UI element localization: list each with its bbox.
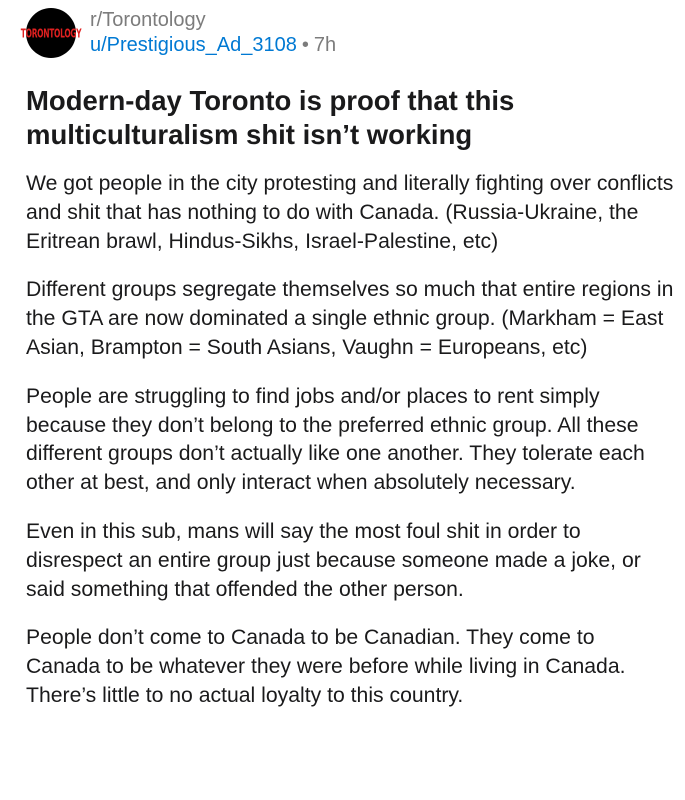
subreddit-name[interactable]: r/Torontology [90, 9, 206, 31]
subreddit-logo-text: TORONTOLOGY [20, 25, 82, 41]
post-paragraph: Even in this sub, mans will say the most foul shit in order to disrespect an entire group just because someone made a joke, or said something that offended the other person. [26, 519, 641, 601]
subreddit-avatar[interactable] [20, 8, 82, 58]
post-paragraph: Different groups segregate themselves so much that entire regions in the GTA are now dominated a single ethnic group. (Markham = East Asian, Brampton = South Asians, Vaughn = Europeans, etc) [26, 278, 674, 359]
post-meta [90, 8, 336, 58]
author-link[interactable]: u/Prestigious_Ad_3108 [90, 34, 297, 56]
post-age: 7h [313, 34, 337, 56]
post-paragraph: People don’t come to Canada to be Canadian. They come to Canada to be whatever they were before while living in Canada. There’s little to no actual loyalty to this country. [26, 626, 626, 707]
post-body [26, 170, 674, 731]
post-paragraph: People are struggling to find jobs and/or places to rent simply because they don’t belong to the preferred ethnic group. All these different groups don’t actually like one another. They tolerate each other at best, and only interact when absolutely necessary. [26, 384, 645, 495]
post-title[interactable]: Modern-day Toronto is proof that this multiculturalism shit isn’t working [26, 85, 515, 150]
author-line [90, 32, 336, 58]
meta-separator: • [301, 34, 309, 56]
post-paragraph: We got people in the city protesting and literally fighting over conflicts and shit that has nothing to do with Canada. (Russia-Ukraine, the Eritrean brawl, Hindus-Sikhs, Israel-Palestine, etc) [26, 172, 674, 253]
post-header [20, 8, 337, 58]
